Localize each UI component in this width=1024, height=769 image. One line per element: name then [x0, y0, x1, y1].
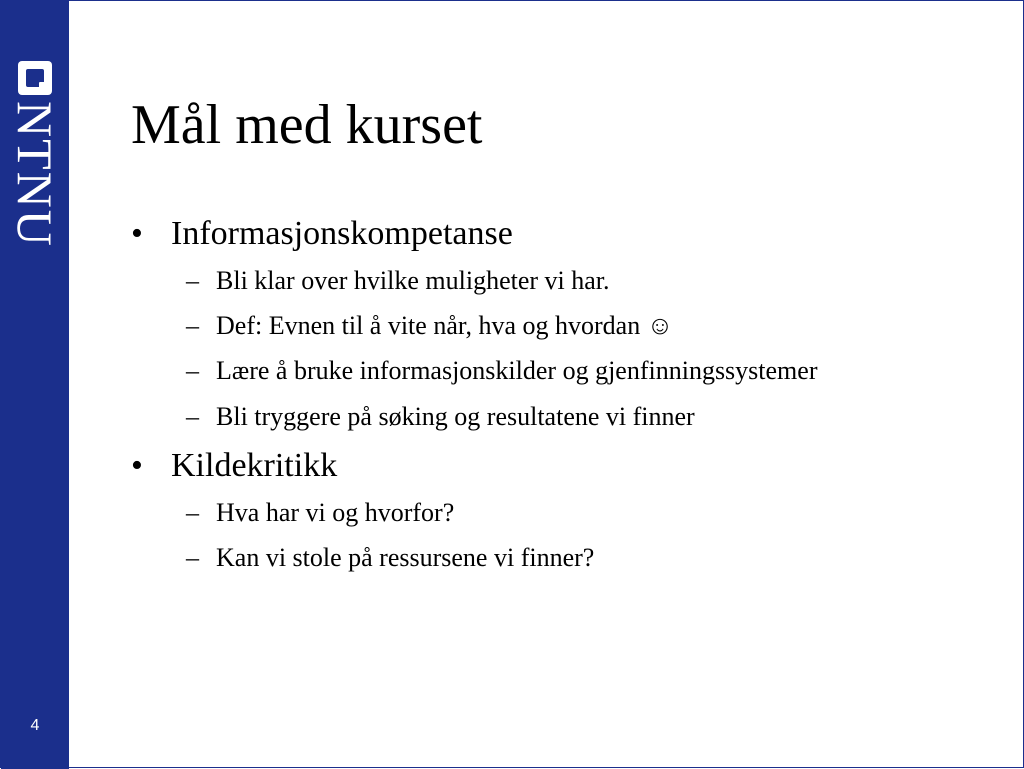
- bullet-list: [131, 206, 991, 577]
- sub-bullet-item: [131, 538, 991, 577]
- dash-marker: –: [186, 497, 199, 527]
- sub-bullet-item: [131, 306, 991, 345]
- sub-bullet-text: Def: Evnen til å vite når, hva og hvordan ☺: [216, 310, 674, 340]
- dash-marker: –: [186, 542, 199, 572]
- sub-bullet-item: [131, 397, 991, 436]
- sub-bullet-item: [131, 261, 991, 300]
- dash-marker: –: [186, 265, 199, 295]
- bullet-text: Informasjonskompetanse: [171, 215, 513, 252]
- sub-bullet-text: Bli tryggere på søking og resultatene vi finner: [216, 402, 695, 432]
- sub-bullet-text: Bli klar over hvilke muligheter vi har.: [216, 265, 610, 295]
- ntnu-logo-text: NTNU: [7, 101, 63, 248]
- dash-marker: –: [186, 310, 199, 340]
- ntnu-logo-icon: [18, 61, 52, 95]
- bullet-marker: •: [131, 215, 143, 252]
- bullet-text: Kildekritikk: [171, 447, 338, 485]
- slide-title: Mål med kurset: [131, 94, 483, 156]
- bullet-item: [131, 446, 991, 487]
- bullet-item: [131, 214, 991, 255]
- dash-marker: –: [186, 355, 199, 385]
- sub-bullet-item: [131, 351, 856, 391]
- sub-bullet-text: Hva har vi og hvorfor?: [216, 497, 455, 527]
- bullet-marker: •: [131, 447, 143, 485]
- dash-marker: –: [186, 402, 199, 432]
- sub-bullet-item: [131, 493, 991, 532]
- sidebar: [1, 1, 69, 769]
- page-number: 4: [30, 717, 40, 734]
- sub-bullet-text: Kan vi stole på ressursene vi finner?: [216, 542, 595, 572]
- sub-bullet-text: Lære å bruke informasjonskilder og gjenfinningssystemer: [216, 355, 818, 385]
